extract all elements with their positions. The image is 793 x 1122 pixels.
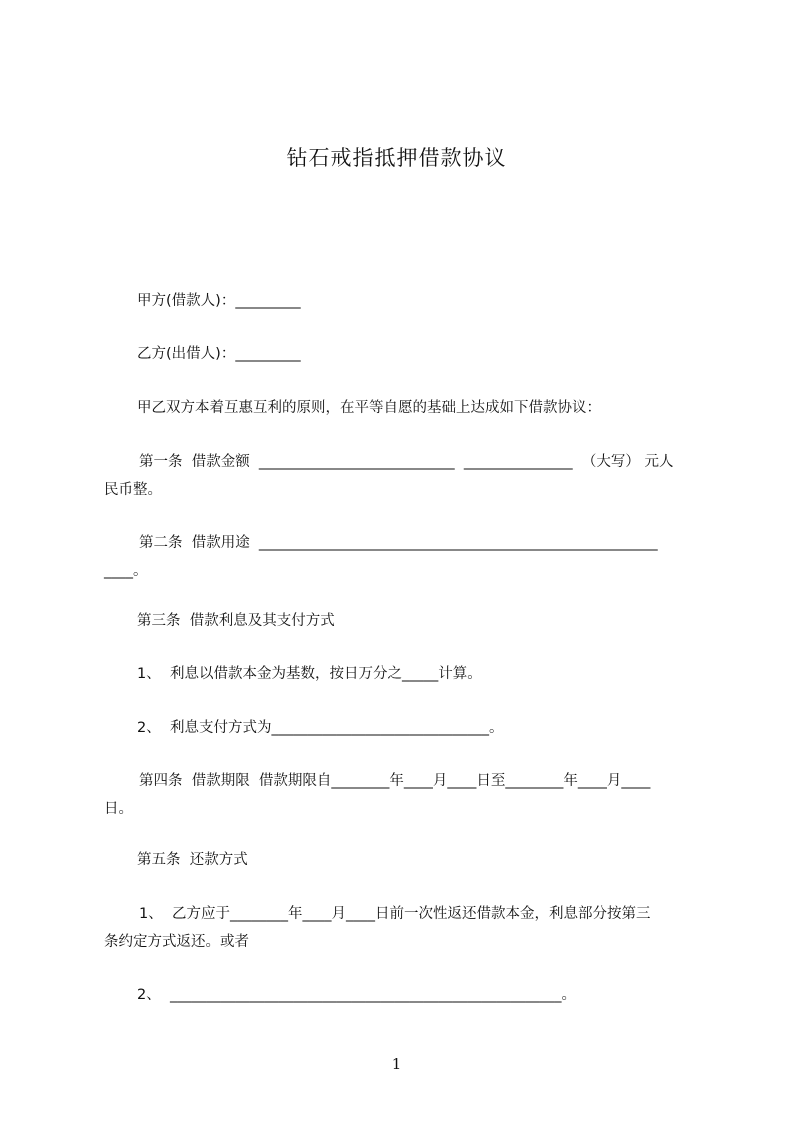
party-b-line: 乙方(出借人)：_________ [137,346,301,362]
article-2-line: 第二条 借款用途 _______________________________________________________ [139,535,658,551]
document-title: 钻石戒指抵押借款协议 [286,146,507,170]
article-5-item-1-continuation: 条约定方式返还。或者 [104,934,249,950]
article-4-line: 第四条 借款期限 借款期限自________年____月____日至________年____月____ [139,773,651,789]
page-number: 1 [391,1055,402,1073]
article-3-item-2: 2、 利息支付方式为______________________________。 [137,720,504,736]
article-5-item-1: 1、 乙方应于________年____月____日前一次性返还借款本金，利息部分按第三 [139,906,651,922]
article-1-line: 第一条 借款金额 ___________________________ _______________ （大写） 元人 [139,454,674,470]
article-3-heading: 第三条 借款利息及其支付方式 [137,613,335,629]
article-5-item-2: 2、 ______________________________________________________。 [137,987,576,1003]
article-1-continuation: 民币整。 [104,482,162,498]
article-3-item-1: 1、 利息以借款本金为基数，按日万分之_____计算。 [137,666,482,682]
article-4-continuation: 日。 [104,801,133,817]
preamble-line: 甲乙双方本着互惠互利的原则，在平等自愿的基础上达成如下借款协议： [137,400,601,416]
article-2-continuation: ____。 [104,563,148,579]
article-5-heading: 第五条 还款方式 [137,852,248,868]
party-a-line: 甲方(借款人)：_________ [137,293,301,309]
